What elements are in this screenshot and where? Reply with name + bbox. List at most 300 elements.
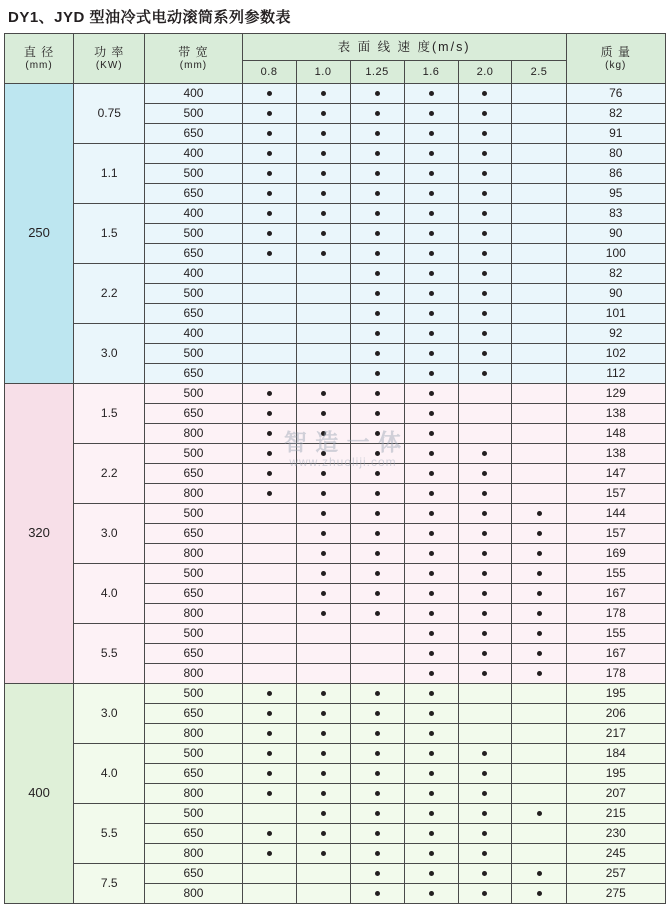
dot-icon [375, 431, 380, 436]
header-mass-unit: (kg) [605, 59, 627, 71]
mass-cell: 102 [566, 344, 665, 364]
dot-icon [429, 851, 434, 856]
speed-mark-cell [458, 184, 512, 204]
dot-icon [429, 151, 434, 156]
speed-mark-cell [350, 804, 404, 824]
speed-mark-cell [458, 644, 512, 664]
speed-mark-cell [296, 324, 350, 344]
belt-width-cell: 500 [145, 504, 242, 524]
dot-icon [267, 91, 272, 96]
mass-cell: 82 [566, 264, 665, 284]
mass-cell: 217 [566, 724, 665, 744]
speed-mark-cell [350, 844, 404, 864]
mass-cell: 83 [566, 204, 665, 224]
speed-mark-cell [404, 124, 458, 144]
belt-width-cell: 500 [145, 384, 242, 404]
speed-mark-cell [404, 524, 458, 544]
belt-width-cell: 800 [145, 724, 242, 744]
dot-icon [375, 831, 380, 836]
speed-mark-cell [296, 884, 350, 904]
dot-icon [267, 851, 272, 856]
speed-mark-cell [296, 464, 350, 484]
speed-mark-cell [350, 404, 404, 424]
dot-icon [321, 251, 326, 256]
dot-icon [429, 411, 434, 416]
speed-mark-cell [242, 724, 296, 744]
speed-mark-cell [404, 444, 458, 464]
header-speed-4: 2.0 [458, 61, 512, 84]
dot-icon [321, 791, 326, 796]
dot-icon [429, 251, 434, 256]
speed-mark-cell [404, 804, 458, 824]
speed-mark-cell [404, 184, 458, 204]
table-body [5, 84, 666, 904]
dot-icon [267, 451, 272, 456]
dot-icon [482, 331, 487, 336]
belt-width-cell: 650 [145, 364, 242, 384]
dot-icon [267, 831, 272, 836]
dot-icon [429, 111, 434, 116]
speed-mark-cell [404, 244, 458, 264]
speed-mark-cell [296, 204, 350, 224]
speed-mark-cell [296, 664, 350, 684]
dot-icon [375, 551, 380, 556]
speed-mark-cell [512, 724, 566, 744]
speed-mark-cell [512, 284, 566, 304]
belt-width-cell: 800 [145, 604, 242, 624]
dot-icon [267, 791, 272, 796]
mass-cell: 207 [566, 784, 665, 804]
table-row [5, 264, 666, 284]
speed-mark-cell [458, 204, 512, 224]
belt-width-cell: 400 [145, 324, 242, 344]
dot-icon [375, 151, 380, 156]
belt-width-cell: 800 [145, 424, 242, 444]
power-cell: 2.2 [74, 444, 145, 504]
speed-mark-cell [350, 724, 404, 744]
mass-cell: 144 [566, 504, 665, 524]
speed-mark-cell [296, 784, 350, 804]
speed-mark-cell [512, 184, 566, 204]
dot-icon [429, 391, 434, 396]
speed-mark-cell [242, 464, 296, 484]
speed-mark-cell [296, 304, 350, 324]
speed-mark-cell [242, 84, 296, 104]
belt-width-cell: 800 [145, 844, 242, 864]
dot-icon [537, 591, 542, 596]
speed-mark-cell [512, 704, 566, 724]
speed-mark-cell [512, 684, 566, 704]
header-power-unit: (KW) [95, 59, 123, 71]
belt-width-cell: 650 [145, 864, 242, 884]
speed-mark-cell [512, 304, 566, 324]
dot-icon [429, 771, 434, 776]
dot-icon [429, 651, 434, 656]
dot-icon [375, 611, 380, 616]
speed-mark-cell [404, 344, 458, 364]
table-row [5, 864, 666, 884]
mass-cell: 95 [566, 184, 665, 204]
speed-mark-cell [296, 704, 350, 724]
mass-cell: 169 [566, 544, 665, 564]
dot-icon [321, 231, 326, 236]
speed-mark-cell [512, 804, 566, 824]
speed-mark-cell [404, 464, 458, 484]
speed-mark-cell [296, 104, 350, 124]
mass-cell: 138 [566, 404, 665, 424]
dot-icon [482, 811, 487, 816]
dot-icon [375, 251, 380, 256]
speed-mark-cell [242, 444, 296, 464]
speed-mark-cell [296, 184, 350, 204]
dot-icon [375, 871, 380, 876]
mass-cell: 195 [566, 684, 665, 704]
speed-mark-cell [296, 744, 350, 764]
speed-mark-cell [242, 124, 296, 144]
dot-icon [429, 271, 434, 276]
mass-cell: 167 [566, 644, 665, 664]
dot-icon [267, 391, 272, 396]
speed-mark-cell [512, 504, 566, 524]
belt-width-cell: 800 [145, 664, 242, 684]
mass-cell: 178 [566, 604, 665, 624]
speed-mark-cell [458, 664, 512, 684]
page-title: DY1、JYD 型油冷式电动滚筒系列参数表 [8, 9, 292, 26]
speed-mark-cell [296, 344, 350, 364]
dot-icon [375, 811, 380, 816]
speed-mark-cell [296, 504, 350, 524]
speed-mark-cell [404, 144, 458, 164]
dot-icon [429, 471, 434, 476]
speed-mark-cell [296, 124, 350, 144]
speed-mark-cell [404, 784, 458, 804]
speed-mark-cell [458, 264, 512, 284]
dot-icon [267, 691, 272, 696]
speed-mark-cell [458, 244, 512, 264]
speed-mark-cell [296, 404, 350, 424]
belt-width-cell: 400 [145, 144, 242, 164]
mass-cell: 148 [566, 424, 665, 444]
mass-cell: 90 [566, 284, 665, 304]
dot-icon [482, 191, 487, 196]
mass-cell: 195 [566, 764, 665, 784]
dot-icon [482, 771, 487, 776]
speed-mark-cell [512, 744, 566, 764]
dot-icon [429, 831, 434, 836]
speed-mark-cell [350, 344, 404, 364]
dot-icon [482, 231, 487, 236]
speed-mark-cell [404, 504, 458, 524]
dot-icon [375, 731, 380, 736]
belt-width-cell: 800 [145, 544, 242, 564]
speed-mark-cell [296, 564, 350, 584]
speed-mark-cell [350, 584, 404, 604]
dot-icon [429, 531, 434, 536]
table-row [5, 384, 666, 404]
dot-icon [482, 151, 487, 156]
table-header [5, 34, 666, 84]
speed-mark-cell [242, 364, 296, 384]
mass-cell: 157 [566, 524, 665, 544]
mass-cell: 167 [566, 584, 665, 604]
mass-cell: 100 [566, 244, 665, 264]
speed-mark-cell [404, 104, 458, 124]
speed-mark-cell [458, 564, 512, 584]
belt-width-cell: 400 [145, 204, 242, 224]
dot-icon [429, 791, 434, 796]
mass-cell: 245 [566, 844, 665, 864]
speed-mark-cell [458, 544, 512, 564]
speed-mark-cell [404, 204, 458, 224]
speed-mark-cell [296, 364, 350, 384]
speed-mark-cell [404, 864, 458, 884]
dot-icon [375, 111, 380, 116]
speed-mark-cell [512, 204, 566, 224]
speed-mark-cell [350, 124, 404, 144]
speed-mark-cell [350, 784, 404, 804]
speed-mark-cell [458, 164, 512, 184]
dot-icon [482, 591, 487, 596]
dot-icon [482, 91, 487, 96]
dot-icon [321, 691, 326, 696]
belt-width-cell: 500 [145, 104, 242, 124]
speed-mark-cell [242, 584, 296, 604]
dot-icon [537, 671, 542, 676]
speed-mark-cell [242, 144, 296, 164]
dot-icon [267, 131, 272, 136]
speed-mark-cell [242, 384, 296, 404]
dot-icon [267, 251, 272, 256]
power-cell: 1.1 [74, 144, 145, 204]
dot-icon [321, 471, 326, 476]
mass-cell: 80 [566, 144, 665, 164]
speed-mark-cell [242, 504, 296, 524]
dot-icon [537, 871, 542, 876]
speed-mark-cell [404, 744, 458, 764]
speed-mark-cell [350, 744, 404, 764]
dot-icon [321, 211, 326, 216]
dot-icon [375, 231, 380, 236]
mass-cell: 92 [566, 324, 665, 344]
diameter-cell: 250 [5, 84, 74, 384]
belt-width-cell: 650 [145, 584, 242, 604]
dot-icon [429, 631, 434, 636]
speed-mark-cell [296, 164, 350, 184]
speed-mark-cell [458, 304, 512, 324]
speed-mark-cell [458, 224, 512, 244]
belt-width-cell: 500 [145, 804, 242, 824]
speed-mark-cell [458, 724, 512, 744]
parameters-table [4, 33, 666, 904]
speed-mark-cell [512, 604, 566, 624]
speed-mark-cell [404, 764, 458, 784]
speed-mark-cell [242, 104, 296, 124]
dot-icon [429, 171, 434, 176]
speed-mark-cell [350, 704, 404, 724]
dot-icon [375, 371, 380, 376]
speed-mark-cell [512, 564, 566, 584]
speed-mark-cell [404, 364, 458, 384]
speed-mark-cell [296, 764, 350, 784]
dot-icon [429, 751, 434, 756]
dot-icon [482, 271, 487, 276]
dot-icon [375, 331, 380, 336]
speed-mark-cell [242, 404, 296, 424]
dot-icon [321, 831, 326, 836]
mass-cell: 275 [566, 884, 665, 904]
speed-mark-cell [296, 684, 350, 704]
belt-width-cell: 500 [145, 224, 242, 244]
belt-width-cell: 800 [145, 784, 242, 804]
dot-icon [429, 671, 434, 676]
dot-icon [429, 551, 434, 556]
dot-icon [482, 891, 487, 896]
speed-mark-cell [296, 224, 350, 244]
speed-mark-cell [404, 404, 458, 424]
table-row [5, 744, 666, 764]
speed-mark-cell [512, 784, 566, 804]
header-belt-width-name: 带 宽 [178, 44, 209, 59]
speed-mark-cell [242, 784, 296, 804]
speed-mark-cell [404, 264, 458, 284]
dot-icon [375, 511, 380, 516]
dot-icon [375, 851, 380, 856]
dot-icon [429, 611, 434, 616]
dot-icon [375, 191, 380, 196]
speed-mark-cell [512, 164, 566, 184]
table-row [5, 204, 666, 224]
mass-cell: 90 [566, 224, 665, 244]
speed-mark-cell [296, 624, 350, 644]
speed-mark-cell [242, 284, 296, 304]
speed-mark-cell [242, 824, 296, 844]
speed-mark-cell [350, 504, 404, 524]
dot-icon [375, 271, 380, 276]
dot-icon [321, 571, 326, 576]
speed-mark-cell [458, 104, 512, 124]
header-speed-5: 2.5 [512, 61, 566, 84]
speed-mark-cell [242, 164, 296, 184]
diameter-cell: 320 [5, 384, 74, 684]
power-cell: 1.5 [74, 384, 145, 444]
mass-cell: 138 [566, 444, 665, 464]
speed-mark-cell [350, 184, 404, 204]
dot-icon [482, 531, 487, 536]
dot-icon [321, 551, 326, 556]
speed-mark-cell [242, 424, 296, 444]
speed-mark-cell [296, 864, 350, 884]
speed-mark-cell [458, 604, 512, 624]
dot-icon [267, 471, 272, 476]
speed-mark-cell [242, 344, 296, 364]
speed-mark-cell [458, 144, 512, 164]
speed-mark-cell [404, 884, 458, 904]
dot-icon [321, 151, 326, 156]
speed-mark-cell [404, 384, 458, 404]
speed-mark-cell [242, 204, 296, 224]
dot-icon [267, 151, 272, 156]
speed-mark-cell [458, 344, 512, 364]
speed-mark-cell [296, 384, 350, 404]
speed-mark-cell [350, 604, 404, 624]
dot-icon [375, 591, 380, 596]
speed-mark-cell [512, 344, 566, 364]
belt-width-cell: 500 [145, 344, 242, 364]
dot-icon [267, 731, 272, 736]
dot-icon [375, 491, 380, 496]
dot-icon [429, 311, 434, 316]
belt-width-cell: 500 [145, 624, 242, 644]
speed-mark-cell [242, 564, 296, 584]
speed-mark-cell [296, 484, 350, 504]
speed-mark-cell [404, 84, 458, 104]
dot-icon [482, 851, 487, 856]
speed-mark-cell [350, 384, 404, 404]
watermark-sub: www.zhuoliji.com [289, 455, 397, 469]
dot-icon [375, 451, 380, 456]
mass-cell: 101 [566, 304, 665, 324]
header-power-name: 功 率 [94, 44, 125, 59]
power-cell: 3.0 [74, 324, 145, 384]
speed-mark-cell [512, 124, 566, 144]
dot-icon [429, 351, 434, 356]
speed-mark-cell [242, 264, 296, 284]
table-row [5, 504, 666, 524]
table-row [5, 624, 666, 644]
speed-mark-cell [242, 224, 296, 244]
dot-icon [321, 611, 326, 616]
speed-mark-cell [404, 424, 458, 444]
header-diameter [5, 34, 74, 84]
speed-mark-cell [296, 644, 350, 664]
mass-cell: 257 [566, 864, 665, 884]
speed-mark-cell [458, 844, 512, 864]
dot-icon [375, 771, 380, 776]
dot-icon [429, 371, 434, 376]
speed-mark-cell [350, 524, 404, 544]
belt-width-cell: 650 [145, 764, 242, 784]
header-belt-width [145, 34, 242, 84]
speed-mark-cell [512, 84, 566, 104]
dot-icon [375, 711, 380, 716]
power-cell: 2.2 [74, 264, 145, 324]
speed-mark-cell [296, 424, 350, 444]
speed-mark-cell [512, 384, 566, 404]
dot-icon [321, 491, 326, 496]
mass-cell: 112 [566, 364, 665, 384]
belt-width-cell: 800 [145, 484, 242, 504]
speed-mark-cell [404, 684, 458, 704]
dot-icon [267, 751, 272, 756]
mass-cell: 230 [566, 824, 665, 844]
dot-icon [482, 551, 487, 556]
speed-mark-cell [512, 584, 566, 604]
speed-mark-cell [242, 704, 296, 724]
dot-icon [321, 171, 326, 176]
mass-cell: 155 [566, 564, 665, 584]
speed-mark-cell [458, 444, 512, 464]
header-speed-3: 1.6 [404, 61, 458, 84]
speed-mark-cell [350, 824, 404, 844]
speed-mark-cell [458, 464, 512, 484]
belt-width-cell: 500 [145, 564, 242, 584]
dot-icon [429, 331, 434, 336]
speed-mark-cell [512, 444, 566, 464]
dot-icon [482, 351, 487, 356]
speed-mark-cell [350, 444, 404, 464]
speed-mark-cell [350, 144, 404, 164]
speed-mark-cell [296, 244, 350, 264]
